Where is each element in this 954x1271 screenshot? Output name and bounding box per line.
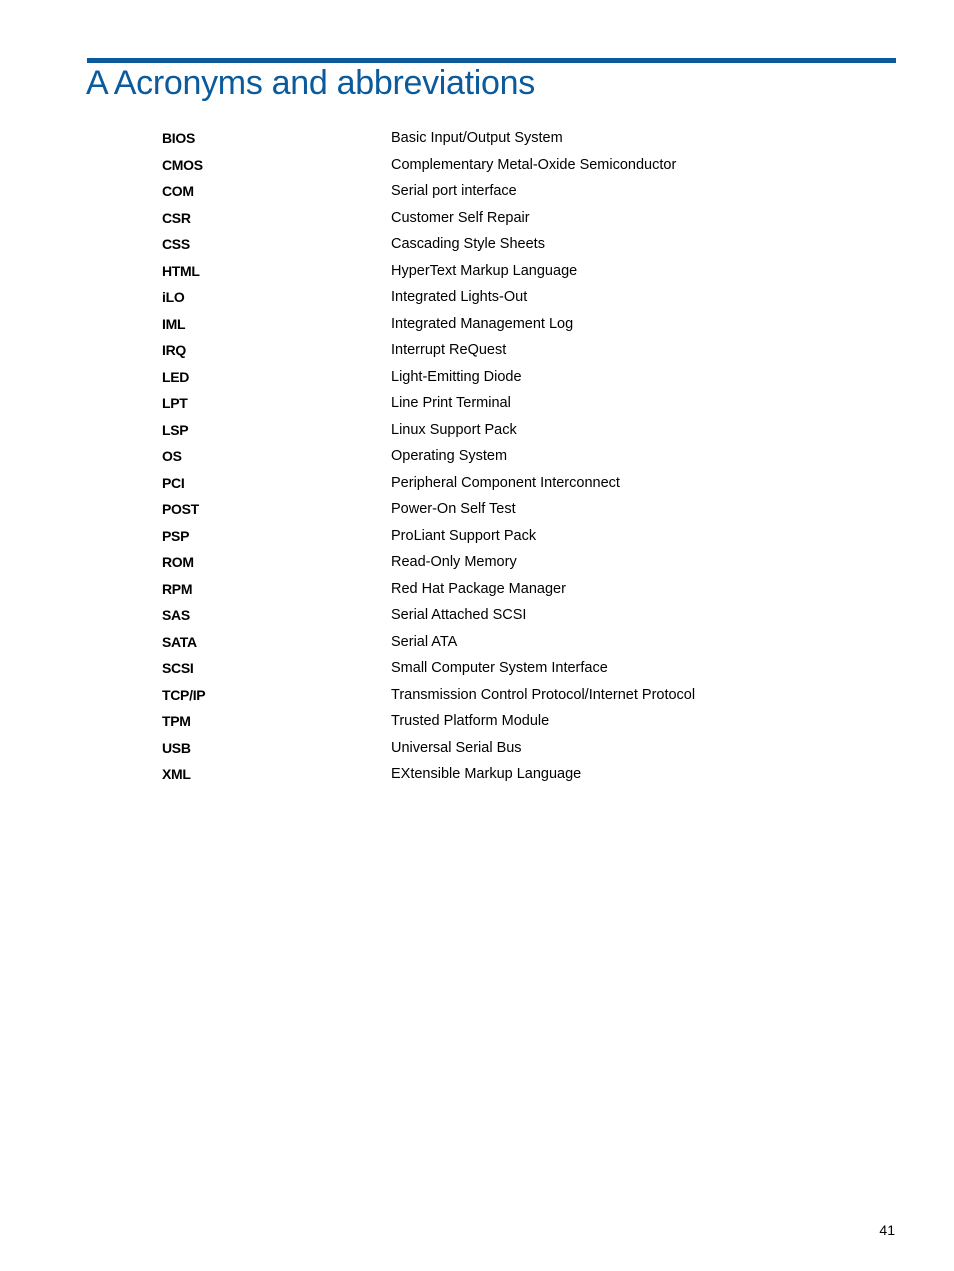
acronym-definition: EXtensible Markup Language: [391, 766, 582, 783]
acronym-term: TCP/IP: [162, 686, 206, 703]
acronym-definition: ProLiant Support Pack: [391, 527, 537, 544]
acronym-term: LSP: [162, 421, 189, 438]
acronym-term: USB: [162, 739, 191, 756]
acronym-definition: Interrupt ReQuest: [391, 342, 507, 359]
acronym-definition: Linux Support Pack: [391, 421, 517, 438]
acronym-definition: Operating System: [391, 448, 508, 465]
acronym-definition: Serial ATA: [391, 633, 458, 650]
acronym-definition: Cascading Style Sheets: [391, 236, 545, 253]
list-item: [162, 311, 782, 338]
acronym-term: LED: [162, 368, 190, 385]
acronym-term: CMOS: [162, 156, 203, 173]
acronym-term: CSR: [162, 209, 191, 226]
list-item: [162, 231, 782, 258]
list-item: [162, 364, 782, 391]
acronym-term: HTML: [162, 262, 200, 279]
acronym-definition: Complementary Metal-Oxide Semiconductor: [391, 156, 677, 173]
acronym-term: SATA: [162, 633, 197, 650]
acronym-term: RPM: [162, 580, 193, 597]
acronym-term: COM: [162, 183, 194, 200]
acronym-definition: HyperText Markup Language: [391, 262, 578, 279]
acronym-definition: Integrated Lights-Out: [391, 289, 528, 306]
list-item: [162, 470, 782, 497]
acronym-term: OS: [162, 448, 182, 465]
list-item: [162, 152, 782, 179]
acronym-term: XML: [162, 766, 191, 783]
acronym-term: BIOS: [162, 130, 196, 147]
acronym-term: IML: [162, 315, 186, 332]
list-item: [162, 576, 782, 603]
acronym-term: PCI: [162, 474, 185, 491]
list-item: [162, 205, 782, 232]
list-item: [162, 549, 782, 576]
acronym-definition: Universal Serial Bus: [391, 739, 522, 756]
title-rule: [87, 58, 896, 63]
acronym-definition: Small Computer System Interface: [391, 660, 608, 677]
page-number: 41: [879, 1222, 895, 1238]
acronym-definition: Power-On Self Test: [391, 501, 516, 518]
list-item: [162, 390, 782, 417]
acronym-definition: Basic Input/Output System: [391, 130, 563, 147]
acronym-term: ROM: [162, 554, 194, 571]
list-item: [162, 125, 782, 152]
acronym-definition: Trusted Platform Module: [391, 713, 550, 730]
list-item: [162, 682, 782, 709]
list-item: [162, 443, 782, 470]
acronym-list: [162, 125, 782, 788]
list-item: [162, 284, 782, 311]
acronym-term: TPM: [162, 713, 191, 730]
acronym-term: PSP: [162, 527, 190, 544]
list-item: [162, 602, 782, 629]
acronym-term: LPT: [162, 395, 188, 412]
list-item: [162, 708, 782, 735]
page-title: A Acronyms and abbreviations: [86, 64, 535, 102]
acronym-definition: Serial Attached SCSI: [391, 607, 527, 624]
list-item: [162, 258, 782, 285]
acronym-term: IRQ: [162, 342, 186, 359]
acronym-definition: Peripheral Component Interconnect: [391, 474, 620, 491]
acronym-term: iLO: [162, 289, 185, 306]
acronym-definition: Serial port interface: [391, 183, 517, 200]
acronym-term: SAS: [162, 607, 190, 624]
list-item: [162, 523, 782, 550]
list-item: [162, 735, 782, 762]
acronym-definition: Customer Self Repair: [391, 209, 530, 226]
acronym-definition: Read-Only Memory: [391, 554, 517, 571]
list-item: [162, 655, 782, 682]
list-item: [162, 629, 782, 656]
acronym-term: SCSI: [162, 660, 194, 677]
list-item: [162, 496, 782, 523]
list-item: [162, 761, 782, 788]
acronym-definition: Red Hat Package Manager: [391, 580, 566, 597]
acronym-term: CSS: [162, 236, 190, 253]
list-item: [162, 337, 782, 364]
acronym-definition: Line Print Terminal: [391, 395, 511, 412]
acronym-term: POST: [162, 501, 199, 518]
acronym-definition: Light-Emitting Diode: [391, 368, 522, 385]
list-item: [162, 178, 782, 205]
list-item: [162, 417, 782, 444]
acronym-definition: Transmission Control Protocol/Internet Protocol: [391, 686, 696, 703]
acronym-definition: Integrated Management Log: [391, 315, 574, 332]
